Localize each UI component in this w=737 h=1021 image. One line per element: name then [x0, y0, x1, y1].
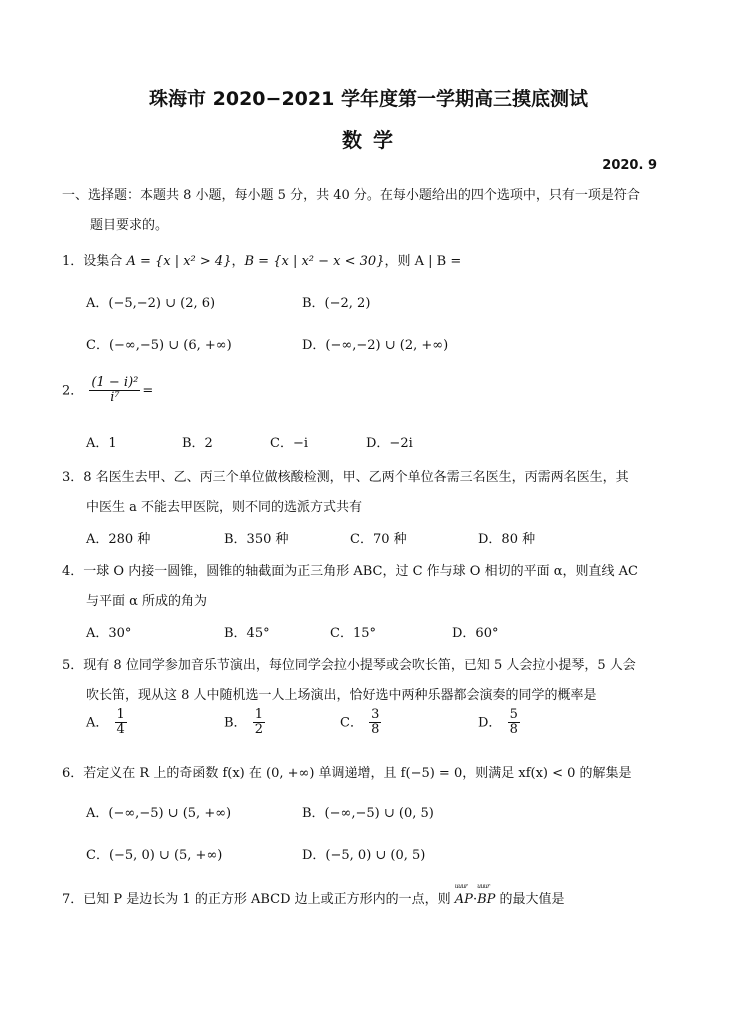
q4-line2: 与平面 α 所成的角为 — [86, 594, 208, 609]
q6-option-a: A．(−∞,−5) ∪ (5, +∞) — [86, 806, 232, 821]
question-number: 7． — [62, 892, 84, 907]
q1-comma: ， — [231, 254, 245, 269]
section-heading: 一、选择题：本题共 8 小题，每小题 5 分，共 40 分。在每小题给出的四个选项中，只有一项是符合 — [62, 188, 640, 203]
q5-option-c — [340, 708, 383, 738]
numerator: 5 — [509, 707, 518, 722]
question-6 — [62, 762, 632, 781]
q7-suffix: 的最大值是 — [499, 892, 565, 907]
q5-a-fraction — [115, 708, 127, 738]
section-heading-cont: 题目要求的。 — [90, 218, 169, 233]
q1-suffix: ，则 A | B = — [384, 254, 462, 269]
set-a: A = {x | x² > 4} — [126, 254, 232, 269]
question-4 — [62, 560, 638, 579]
numerator: 3 — [371, 707, 380, 722]
q4-option-d: D．60° — [452, 626, 499, 641]
q5-line1: 现有 8 位同学参加音乐节演出，每位同学会拉小提琴或会吹长笛，已知 5 人会拉小提琴，5 人会 — [83, 658, 636, 673]
vector-ap: uuur AP — [455, 892, 473, 907]
vector-bp: uuur BP — [477, 892, 495, 907]
question-number: 2． — [62, 383, 84, 399]
q1-option-c: C．(−∞,−5) ∪ (6, +∞) — [86, 338, 232, 353]
denominator: 2 — [254, 722, 263, 738]
q5-option-b — [224, 708, 267, 738]
numerator: 1 — [116, 707, 125, 722]
dot-operator: · — [472, 892, 478, 907]
q5-option-a — [86, 708, 129, 738]
question-5 — [62, 654, 636, 673]
q4-option-c: C．15° — [330, 626, 376, 641]
subject-title: 数 学 — [342, 128, 395, 152]
q3-option-a: A．280 种 — [86, 532, 151, 547]
question-number: 6． — [62, 766, 84, 781]
q2-option-b: B．2 — [182, 436, 213, 451]
set-b: B = {x | x² − x < 30} — [244, 254, 385, 269]
q5-option-d — [478, 708, 522, 738]
option-label: C． — [340, 715, 363, 731]
q3-option-c: C．70 种 — [350, 532, 407, 547]
q2-option-c: C．−i — [270, 436, 308, 451]
question-number: 1． — [62, 254, 84, 269]
question-2 — [62, 376, 153, 406]
q6-option-c: C．(−5, 0) ∪ (5, +∞) — [86, 848, 223, 863]
q1-option-a: A．(−5,−2) ∪ (2, 6) — [86, 296, 216, 311]
q1-option-b: B．(−2, 2) — [302, 296, 371, 311]
q3-option-b: B．350 种 — [224, 532, 289, 547]
question-7 — [62, 888, 565, 907]
q5-d-fraction — [508, 708, 520, 738]
q6-option-d: D．(−5, 0) ∪ (0, 5) — [302, 848, 426, 863]
question-3 — [62, 466, 629, 485]
q6-line: 若定义在 R 上的奇函数 f(x) 在 (0, +∞) 单调递增，且 f(−5) = 0，则满足 xf(x) < 0 的解集是 — [83, 766, 632, 781]
q2-option-d: D．−2i — [366, 436, 413, 451]
q1-option-d: D．(−∞,−2) ∪ (2, +∞) — [302, 338, 449, 353]
q3-option-d: D．80 种 — [478, 532, 536, 547]
q2-fraction — [89, 376, 140, 406]
question-number: 3． — [62, 470, 84, 485]
q4-option-a: A．30° — [86, 626, 132, 641]
exam-date: 2020. 9 — [602, 158, 657, 173]
q5-b-fraction — [253, 708, 265, 738]
denominator: 8 — [371, 722, 380, 738]
question-number: 4． — [62, 564, 84, 579]
question-number: 5． — [62, 658, 84, 673]
option-label: A． — [86, 715, 109, 731]
q7-prefix: 已知 P 是边长为 1 的正方形 ABCD 边上或正方形内的一点，则 — [83, 892, 451, 907]
exam-title: 珠海市 2020−2021 学年度第一学期高三摸底测试 — [149, 88, 588, 110]
denominator: 4 — [116, 722, 125, 738]
q2-numerator: (1 − i)² — [91, 375, 139, 390]
q3-line1: 8 名医生去甲、乙、丙三个单位做核酸检测，甲、乙两个单位各需三名医生，丙需两名医生，其 — [83, 470, 629, 485]
q2-equals: = — [142, 383, 154, 399]
denominator: 8 — [509, 722, 518, 738]
question-1 — [62, 250, 461, 269]
q4-option-b: B．45° — [224, 626, 270, 641]
q5-c-fraction — [369, 708, 381, 738]
q4-line1: 一球 O 内接一圆锥，圆锥的轴截面为正三角形 ABC，过 C 作与球 O 相切的平面 α，则直线 AC — [83, 564, 638, 579]
option-label: D． — [478, 715, 502, 731]
q1-prefix: 设集合 — [83, 254, 123, 269]
q6-option-b: B．(−∞,−5) ∪ (0, 5) — [302, 806, 434, 821]
numerator: 1 — [254, 707, 263, 722]
q5-line2: 吹长笛，现从这 8 人中随机选一人上场演出，恰好选中两种乐器都会演奏的同学的概率是 — [86, 688, 597, 703]
q2-option-a: A．1 — [86, 436, 117, 451]
q2-denominator: i⁷ — [110, 390, 120, 406]
option-label: B． — [224, 715, 247, 731]
q3-line2: 中医生 a 不能去甲医院，则不同的选派方式共有 — [86, 500, 363, 515]
